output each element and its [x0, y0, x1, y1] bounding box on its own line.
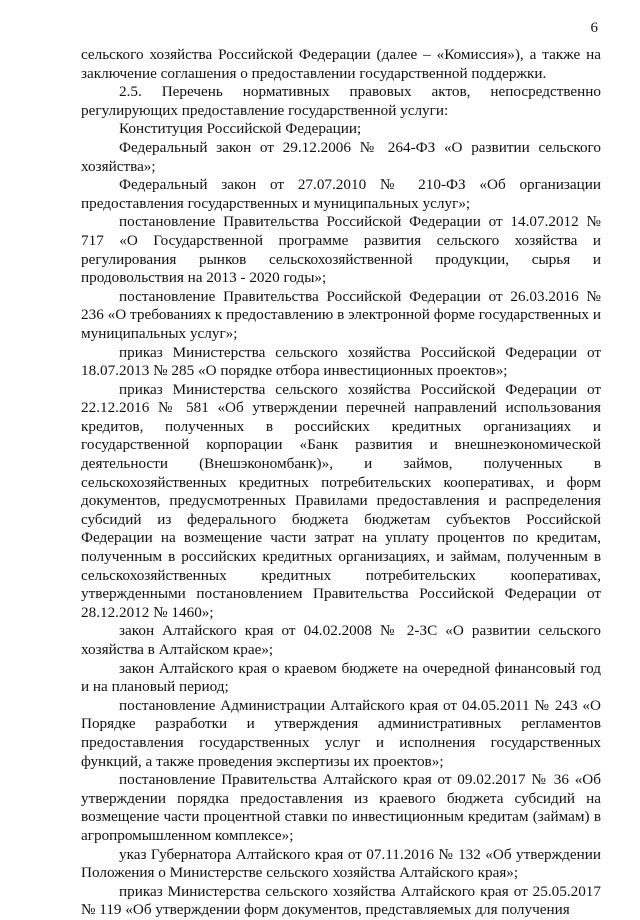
paragraph: приказ Министерства сельского хозяйства Алтайского края от 25.05.2017 № 119 «Об утверждении форм документов, представляемых для получения — [81, 882, 601, 919]
paragraph: постановление Правительства Алтайского края от 09.02.2017 № 36 «Об утверждении порядка предоставления из краевого бюджета субсидий на возмещение части процентной ставки по инвестиционным кредитам (займам) в агропромышленном комплексе»; — [81, 771, 601, 844]
paragraph: постановление Правительства Российской Федерации от 14.07.2012 № 717 «О Государственной программе развития сельского хозяйства и регулирования рынков сельскохозяйственной продукции, сырья и продовольствия на 2013 - 2020 годы»; — [81, 213, 601, 287]
page-number: 6 — [590, 20, 598, 36]
paragraph: Конституция Российской Федерации; — [119, 120, 362, 138]
paragraph: закон Алтайского края от 04.02.2008 № 2-ЗС «О развитии сельского хозяйства в Алтайском крае»; — [81, 622, 601, 658]
paragraph: Федеральный закон от 27.07.2010 № 210-ФЗ «Об организации предоставления государственных и муниципальных услуг»; — [81, 176, 601, 212]
paragraph: постановление Правительства Российской Федерации от 26.03.2016 № 236 «О требованиях к предоставлению в электронной форме государственных и муниципальных услуг»; — [81, 287, 601, 342]
paragraph: приказ Министерства сельского хозяйства Российской Федерации от 22.12.2016 № 581 «Об утверждении перечней направлений использования кредитов, полученных в российских кредитных организациях и государственной корпорации «Банк развития и внешнеэкономической деятельности (Внешэкономбанк)», и займов, полученных в сельскохозяйственных кредитных потребительских кооперативах, и форм документов, предусмотренных Правилами предоставления и распределения субсидий из федерального бюджета бюджетам субъектов Российской Федерации на возмещение части затрат на уплату процентов по кредитам, полученным в российских кредитных организациях, и займам, полученным в сельскохозяйственных кредитных потребительских кооперативах, утвержденными постановлением Правительства Российской Федерации от 28.12.2012 № 1460»; — [81, 380, 601, 621]
paragraph: постановление Администрации Алтайского края от 04.05.2011 № 243 «О Порядке разработки и утверждения административных регламентов предоставления государственных услуг и исполнения государственных функций, а также проведения экспертизы их проектов»; — [81, 696, 601, 770]
paragraph: 2.5. Перечень нормативных правовых актов, непосредственно регулирующих предоставление государственной услуги: — [81, 83, 601, 119]
paragraph: Федеральный закон от 29.12.2006 № 264-ФЗ «О развитии сельского хозяйства»; — [81, 138, 601, 175]
document-body — [81, 46, 601, 920]
paragraph: указ Губернатора Алтайского края от 07.11.2016 № 132 «Об утверждении Положения о Министерстве сельского хозяйства Алтайского края»; — [81, 845, 601, 882]
paragraph: приказ Министерства сельского хозяйства Российской Федерации от 18.07.2013 № 285 «О порядке отбора инвестиционных проектов»; — [81, 343, 601, 380]
paragraph: сельского хозяйства Российской Федерации (далее – «Комиссия»), а также на заключение соглашения о предоставлении государственной поддержки. — [81, 46, 601, 82]
paragraph: закон Алтайского края о краевом бюджете на очередной финансовый год и на плановый период; — [81, 659, 601, 696]
